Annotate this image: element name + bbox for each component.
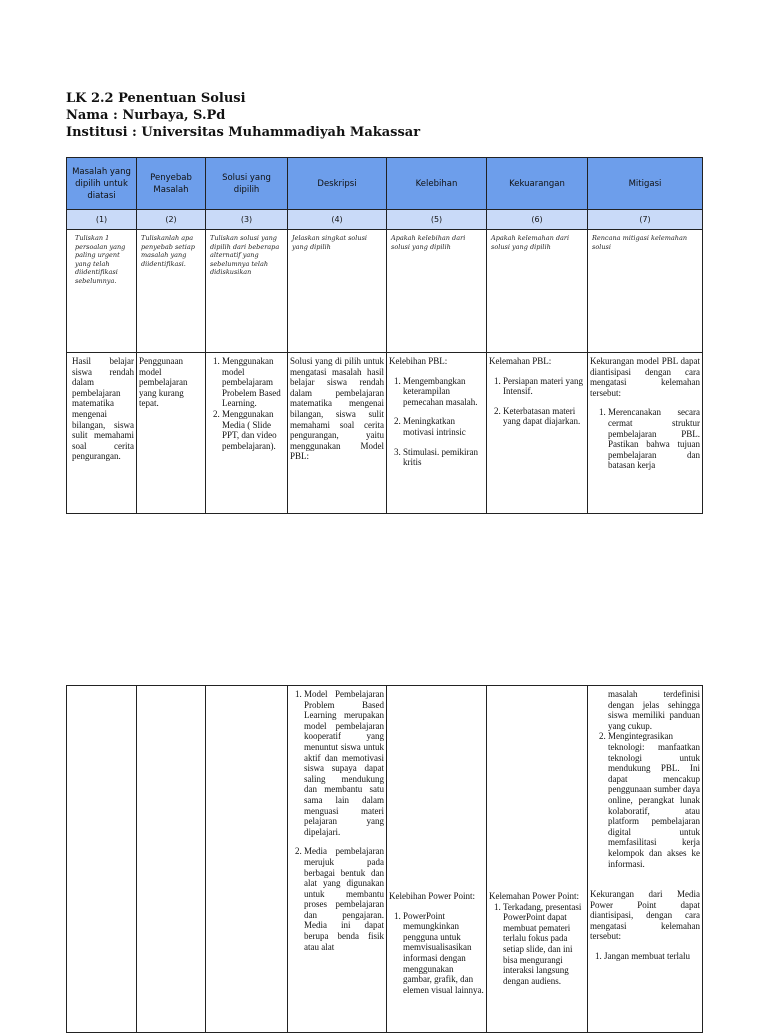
column-header: Deskripsi	[288, 158, 387, 210]
column-number: (3)	[206, 210, 288, 230]
problem-cell	[67, 686, 137, 1033]
worksheet-title: LK 2.2 Penentuan Solusi	[66, 91, 246, 106]
list-item: 2. Menggunakan Media ( Slide PPT, dan video pembelajaran).	[222, 409, 285, 451]
list-item: 2. Keterbatasan materi yang dapat diajarkan.	[503, 406, 585, 427]
weaknesses-title: Kelemahan Power Point:	[489, 891, 579, 901]
table-header-row	[67, 158, 703, 210]
document-header	[66, 90, 420, 141]
column-number: (6)	[487, 210, 588, 230]
table-row	[67, 353, 703, 514]
list-item: 1. Mengembangkan keterampilan pemecahan masalah.	[403, 376, 484, 408]
instruction-cell: Jelaskan singkat solusi yang dipilih	[288, 230, 387, 353]
list-item: 1. Persiapan materi yang Intensif.	[503, 376, 585, 397]
cause-cell: Penggunaan model pembelajaran yang kurang tepat.	[137, 353, 206, 514]
solution-table-page1	[66, 157, 703, 514]
instruction-cell: Tuliskanlah apa penyebab setiap masalah yang diidentifikasi.	[137, 230, 206, 353]
mitigation-cell	[588, 686, 703, 1033]
column-header: Kelebihan	[387, 158, 487, 210]
column-header: Solusi yang dipilih	[206, 158, 288, 210]
instruction-cell: Apakah kelebihan dari solusi yang dipilih	[387, 230, 487, 353]
instruction-cell: Tuliskan solusi yang dipilih dari beberapa alternatif yang sebelumnya telah didiskusikan	[206, 230, 288, 353]
table-row	[67, 686, 703, 1033]
list-item: 1. Jangan membuat terlalu	[604, 951, 700, 962]
advantages-title: Kelebihan PBL:	[389, 356, 448, 366]
problem-cell: Hasil belajar siswa rendah dalam pembelajaran matematika mengenai bilangan, siswa sulit memahami soal cerita pengurangan.	[67, 353, 137, 514]
instruction-cell: Apakah kelemahan dari solusi yang dipilih	[487, 230, 588, 353]
instruction-cell: Tuliskan 1 persoalan yang paling urgent yang telah diidentifikasi sebelumnya.	[67, 230, 137, 353]
column-number: (7)	[588, 210, 703, 230]
description-cell	[288, 686, 387, 1033]
list-item: 2. Mengintegrasikan teknologi: manfaatkan teknologi untuk mendukung PBL. Ini dapat mencakup penggunaan sumber daya online, perangkat lunak kolaboratif, atau platform pembelajaran digital untuk memfasilitasi kerja kelompok dan akses ke informasi.	[608, 731, 700, 869]
advantages-cell	[387, 353, 487, 514]
column-number: (5)	[387, 210, 487, 230]
list-item: 2. Media pembelajaran merujuk pada berbagai bentuk dan alat yang digunakan untuk membantu proses pembelajaran dan pengajaran. Media ini dapat berupa benda fisik atau alat	[304, 846, 384, 952]
column-number-row	[67, 210, 703, 230]
solution-cell	[206, 686, 288, 1033]
author-name: Nama : Nurbaya, S.Pd	[66, 108, 226, 123]
cause-cell	[137, 686, 206, 1033]
column-number: (4)	[288, 210, 387, 230]
solution-table-page2	[66, 685, 703, 1033]
description-cell: Solusi yang di pilih untuk mengatasi masalah hasil belajar siswa rendah dalam pembelajaran matematika mengenai bilangan, siswa sulit memahami soal cerita pengurangan, yaitu menggunakan Model PBL:	[288, 353, 387, 514]
column-header: Penyebab Masalah	[137, 158, 206, 210]
list-item: 2. Meningkatkan motivasi intrinsic	[403, 416, 484, 437]
weaknesses-cell	[487, 686, 588, 1033]
list-item: 1. Merencanakan secara cermat struktur pembelajaran PBL. Pastikan bahwa tujuan pembelajaran dan batasan kerja	[608, 407, 700, 471]
instruction-cell: Rencana mitigasi kelemahan solusi	[588, 230, 703, 353]
column-number: (1)	[67, 210, 137, 230]
list-item: 1. Menggunakan model pembelajaram Probelem Based Learning.	[222, 356, 285, 409]
column-number: (2)	[137, 210, 206, 230]
column-header: Mitigasi	[588, 158, 703, 210]
mitigation-continued: masalah terdefinisi dengan jelas sehingga siswa memiliki panduan yang cukup.	[608, 689, 700, 731]
institution: Institusi : Universitas Muhammadiyah Makassar	[66, 125, 421, 140]
list-item: 1. PowerPoint memungkinkan pengguna untuk memvisualisasikan informasi dengan menggunakan gambar, grafik, dan elemen visual lainnya.	[403, 911, 484, 996]
mitigation-intro: Kekurangan model PBL dapat diantisipasi dengan cara mengatasi kelemahan tersebut:	[590, 356, 700, 398]
advantages-title: Kelebihan Power Point:	[389, 891, 475, 901]
list-item: 3. Stimulasi. pemikiran kritis	[403, 447, 484, 468]
weaknesses-cell	[487, 353, 588, 514]
mitigation-intro: Kekurangan dari Media Power Point dapat diantisipasi, dengan cara mengatasi kelemahan tersebut:	[590, 889, 700, 942]
instruction-row	[67, 230, 703, 353]
column-header: Kekuarangan	[487, 158, 588, 210]
list-item: 1. Terkadang, presentasi PowerPoint dapat membuat pemateri terlalu fokus pada setiap slide, dan ini bisa mengurangi interaksi langsung dengan audiens.	[503, 902, 585, 987]
column-header: Masalah yang dipilih untuk diatasi	[67, 158, 137, 210]
weaknesses-title: Kelemahan PBL:	[489, 356, 552, 366]
solution-cell	[206, 353, 288, 514]
mitigation-cell	[588, 353, 703, 514]
advantages-cell	[387, 686, 487, 1033]
list-item: 1. Model Pembelajaran Problem Based Learning merupakan model pembelajaran kooperatif yang menuntut siswa untuk aktif dan memotivasi siswa supaya dapat saling mendukung dan membantu satu sama lain dalam menguasi materi pelajaran yang dipelajari.	[304, 689, 384, 837]
